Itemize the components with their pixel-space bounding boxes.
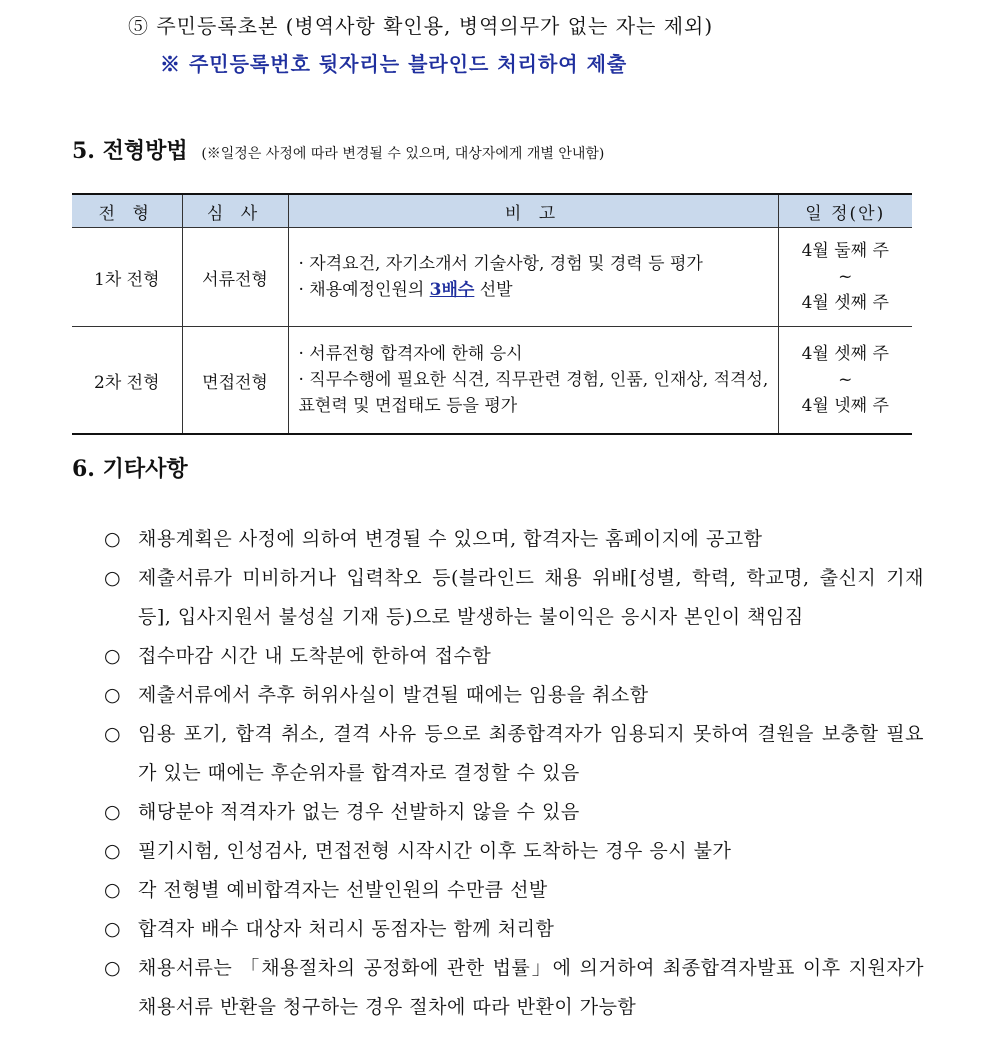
header-schedule: 일 정(안) — [778, 194, 912, 228]
review-cell: 면접전형 — [182, 327, 288, 435]
circle-bullet-icon: ○ — [104, 840, 122, 862]
schedule-tilde: ~ — [838, 267, 853, 287]
circle-bullet-icon: ○ — [104, 957, 122, 979]
notes-cell — [288, 228, 778, 327]
note-line — [299, 277, 772, 303]
circle-bullet-icon: ○ — [104, 567, 122, 589]
list-item — [104, 910, 924, 949]
schedule-start: 4월 둘째 주 — [801, 241, 889, 261]
list-item-text: 채용계획은 사정에 의하여 변경될 수 있으며, 합격자는 홈페이지에 공고함 — [138, 528, 763, 550]
other-matters-list — [104, 520, 924, 1027]
header-stage: 전 형 — [72, 194, 182, 228]
list-item — [104, 832, 924, 871]
blind-processing-note: ※ 주민등록번호 뒷자리는 블라인드 처리하여 제출 — [160, 52, 628, 76]
circle-bullet-icon: ○ — [104, 528, 122, 550]
header-review: 심 사 — [182, 194, 288, 228]
note-text: · 채용예정인원의 — [298, 280, 430, 300]
list-item — [104, 949, 924, 1027]
list-item-text: 제출서류가 미비하거나 입력착오 등(블라인드 채용 위배[성별, 학력, 학교명, 출신지 기재 등], 입사지원서 불성실 기재 등)으로 발생하는 불이익은 응시자 본인이 책임짐 — [138, 567, 924, 628]
section-5-title: 5. 전형방법 — [72, 138, 188, 164]
list-item — [104, 520, 924, 559]
section-5-heading — [72, 134, 604, 165]
list-item-text: 각 전형별 예비합격자는 선발인원의 수만큼 선발 — [138, 879, 548, 901]
review-cell: 서류전형 — [182, 228, 288, 327]
list-item-text: 임용 포기, 합격 취소, 결격 사유 등으로 최종합격자가 임용되지 못하여 결원을 보충할 필요가 있는 때에는 후순위자를 합격자로 결정할 수 있음 — [138, 723, 924, 784]
list-item-text: 해당분야 적격자가 없는 경우 선발하지 않을 수 있음 — [138, 801, 580, 823]
circle-bullet-icon: ○ — [104, 645, 122, 667]
circle-bullet-icon: ○ — [104, 684, 122, 706]
table-row — [72, 228, 912, 327]
circle-bullet-icon: ○ — [104, 801, 122, 823]
selection-process-table — [72, 193, 912, 435]
list-item — [104, 637, 924, 676]
list-item-text: 접수마감 시간 내 도착분에 한하여 접수함 — [138, 645, 492, 667]
section-6-title: 6. 기타사항 — [72, 456, 188, 482]
list-item — [104, 559, 924, 637]
table-header-row — [72, 194, 912, 228]
list-item — [104, 676, 924, 715]
stage-cell: 2차 전형 — [72, 327, 182, 435]
list-item — [104, 871, 924, 910]
circle-bullet-icon: ○ — [104, 918, 122, 940]
note-line: · 직무수행에 필요한 식견, 직무관련 경험, 인품, 인재상, 적격성, 표현력 및 면접태도 등을 평가 — [298, 370, 769, 416]
circle-bullet-icon: ○ — [104, 723, 122, 745]
list-item-text: 채용서류는 「채용절차의 공정화에 관한 법률」에 의거하여 최종합격자발표 이후 지원자가 채용서류 반환을 청구하는 경우 절차에 따라 반환이 가능함 — [138, 957, 924, 1018]
list-item — [104, 793, 924, 832]
list-item-text: 제출서류에서 추후 허위사실이 발견될 때에는 임용을 취소함 — [138, 684, 649, 706]
notes-cell — [288, 327, 778, 435]
stage-cell: 1차 전형 — [72, 228, 182, 327]
schedule-cell — [778, 228, 912, 327]
table-row — [72, 327, 912, 435]
highlight-multiplier: 3배수 — [429, 280, 475, 300]
schedule-cell — [778, 327, 912, 435]
schedule-end: 4월 넷째 주 — [801, 396, 889, 416]
schedule-start: 4월 셋째 주 — [801, 344, 889, 364]
note-line: · 자격요건, 자기소개서 기술사항, 경험 및 경력 등 평가 — [298, 254, 703, 274]
list-item-text: 필기시험, 인성검사, 면접전형 시작시간 이후 도착하는 경우 응시 불가 — [138, 840, 732, 862]
header-notes: 비 고 — [288, 194, 778, 228]
document-item-5: ⑤ 주민등록초본 (병역사항 확인용, 병역의무가 없는 자는 제외) — [128, 14, 714, 38]
schedule-tilde: ~ — [838, 370, 853, 390]
schedule-end: 4월 셋째 주 — [801, 293, 889, 313]
list-item — [104, 715, 924, 793]
note-line: · 서류전형 합격자에 한해 응시 — [298, 344, 523, 364]
note-text: 선발 — [474, 280, 513, 300]
section-5-subtitle: (※일정은 사정에 따라 변경될 수 있으며, 대상자에게 개별 안내함) — [201, 146, 605, 162]
list-item-text: 합격자 배수 대상자 처리시 동점자는 함께 처리함 — [138, 918, 555, 940]
circle-bullet-icon: ○ — [104, 879, 122, 901]
